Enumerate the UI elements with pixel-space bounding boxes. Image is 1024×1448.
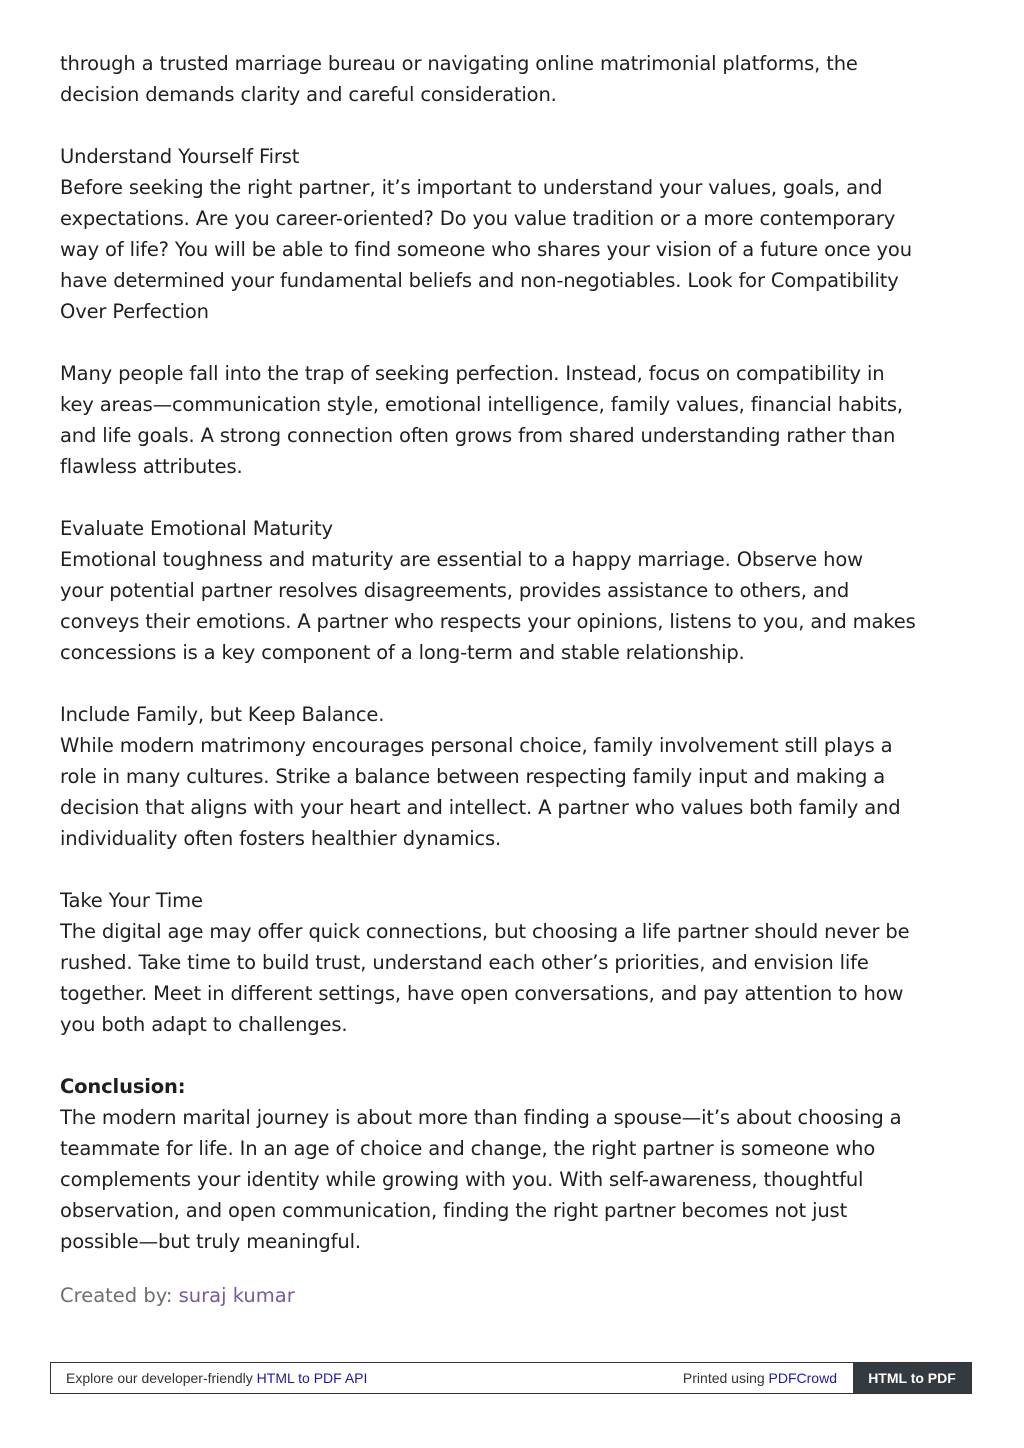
text-line: through a trusted marriage bureau or navigating online matrimonial platforms, the bbox=[60, 52, 858, 75]
section-heading: Understand Yourself First bbox=[60, 145, 300, 168]
section-heading: Take Your Time bbox=[60, 889, 203, 912]
text-line: possible—but truly meaningful. bbox=[60, 1230, 361, 1253]
text-line: conveys their emotions. A partner who respects your opinions, listens to you, and makes bbox=[60, 610, 916, 633]
section-conclusion bbox=[60, 1071, 970, 1257]
author-credit bbox=[60, 1280, 295, 1311]
section-compatibility bbox=[60, 358, 970, 482]
text-line: have determined your fundamental beliefs and non-negotiables. Look for Compatibility bbox=[60, 269, 899, 292]
html-to-pdf-button[interactable]: HTML to PDF bbox=[853, 1363, 971, 1393]
html-to-pdf-api-link[interactable]: HTML to PDF API bbox=[256, 1370, 368, 1386]
text-line: expectations. Are you career-oriented? Do you value tradition or a more contemporary bbox=[60, 207, 896, 230]
text-line: flawless attributes. bbox=[60, 455, 243, 478]
section-understand-yourself bbox=[60, 141, 970, 327]
text-line: The digital age may offer quick connections, but choosing a life partner should never be bbox=[60, 920, 910, 943]
text-line: individuality often fosters healthier dynamics. bbox=[60, 827, 502, 850]
footer-explore-text: Explore our developer-friendly bbox=[66, 1370, 257, 1386]
section-heading: Evaluate Emotional Maturity bbox=[60, 517, 333, 540]
article-body bbox=[60, 48, 970, 1288]
text-line: Many people fall into the trap of seeking perfection. Instead, focus on compatibility in bbox=[60, 362, 885, 385]
text-line: role in many cultures. Strike a balance between respecting family input and making a bbox=[60, 765, 886, 788]
pdfcrowd-link[interactable]: PDFCrowd bbox=[768, 1370, 837, 1386]
text-line: Over Perfection bbox=[60, 300, 209, 323]
text-line: and life goals. A strong connection often grows from shared understanding rather than bbox=[60, 424, 896, 447]
footer-printed-text: Printed using bbox=[682, 1370, 769, 1386]
text-line: way of life? You will be able to find someone who shares your vision of a future once you bbox=[60, 238, 912, 261]
conclusion-heading: Conclusion: bbox=[60, 1075, 186, 1098]
intro-paragraph bbox=[60, 48, 970, 110]
text-line: complements your identity while growing with you. With self-awareness, thoughtful bbox=[60, 1168, 864, 1191]
text-line: The modern marital journey is about more than finding a spouse—it’s about choosing a bbox=[60, 1106, 902, 1129]
credit-label: Created by: bbox=[60, 1284, 179, 1307]
text-line: concessions is a key component of a long-term and stable relationship. bbox=[60, 641, 745, 664]
author-name: suraj kumar bbox=[178, 1284, 295, 1307]
pdfcrowd-footer bbox=[50, 1362, 972, 1394]
text-line: While modern matrimony encourages personal choice, family involvement still plays a bbox=[60, 734, 893, 757]
footer-explore bbox=[51, 1370, 683, 1386]
footer-printed bbox=[683, 1370, 853, 1386]
text-line: together. Meet in different settings, have open conversations, and pay attention to how bbox=[60, 982, 904, 1005]
text-line: your potential partner resolves disagreements, provides assistance to others, and bbox=[60, 579, 850, 602]
text-line: Before seeking the right partner, it’s important to understand your values, goals, and bbox=[60, 176, 883, 199]
section-family-balance bbox=[60, 699, 970, 854]
text-line: rushed. Take time to build trust, understand each other’s priorities, and envision life bbox=[60, 951, 869, 974]
text-line: decision demands clarity and careful consideration. bbox=[60, 83, 557, 106]
text-line: teammate for life. In an age of choice and change, the right partner is someone who bbox=[60, 1137, 876, 1160]
section-emotional-maturity bbox=[60, 513, 970, 668]
text-line: you both adapt to challenges. bbox=[60, 1013, 348, 1036]
text-line: key areas—communication style, emotional intelligence, family values, financial habits, bbox=[60, 393, 903, 416]
text-line: observation, and open communication, finding the right partner becomes not just bbox=[60, 1199, 848, 1222]
text-line: decision that aligns with your heart and intellect. A partner who values both family and bbox=[60, 796, 901, 819]
text-line: Emotional toughness and maturity are essential to a happy marriage. Observe how bbox=[60, 548, 863, 571]
section-heading: Include Family, but Keep Balance. bbox=[60, 703, 385, 726]
section-take-your-time bbox=[60, 885, 970, 1040]
